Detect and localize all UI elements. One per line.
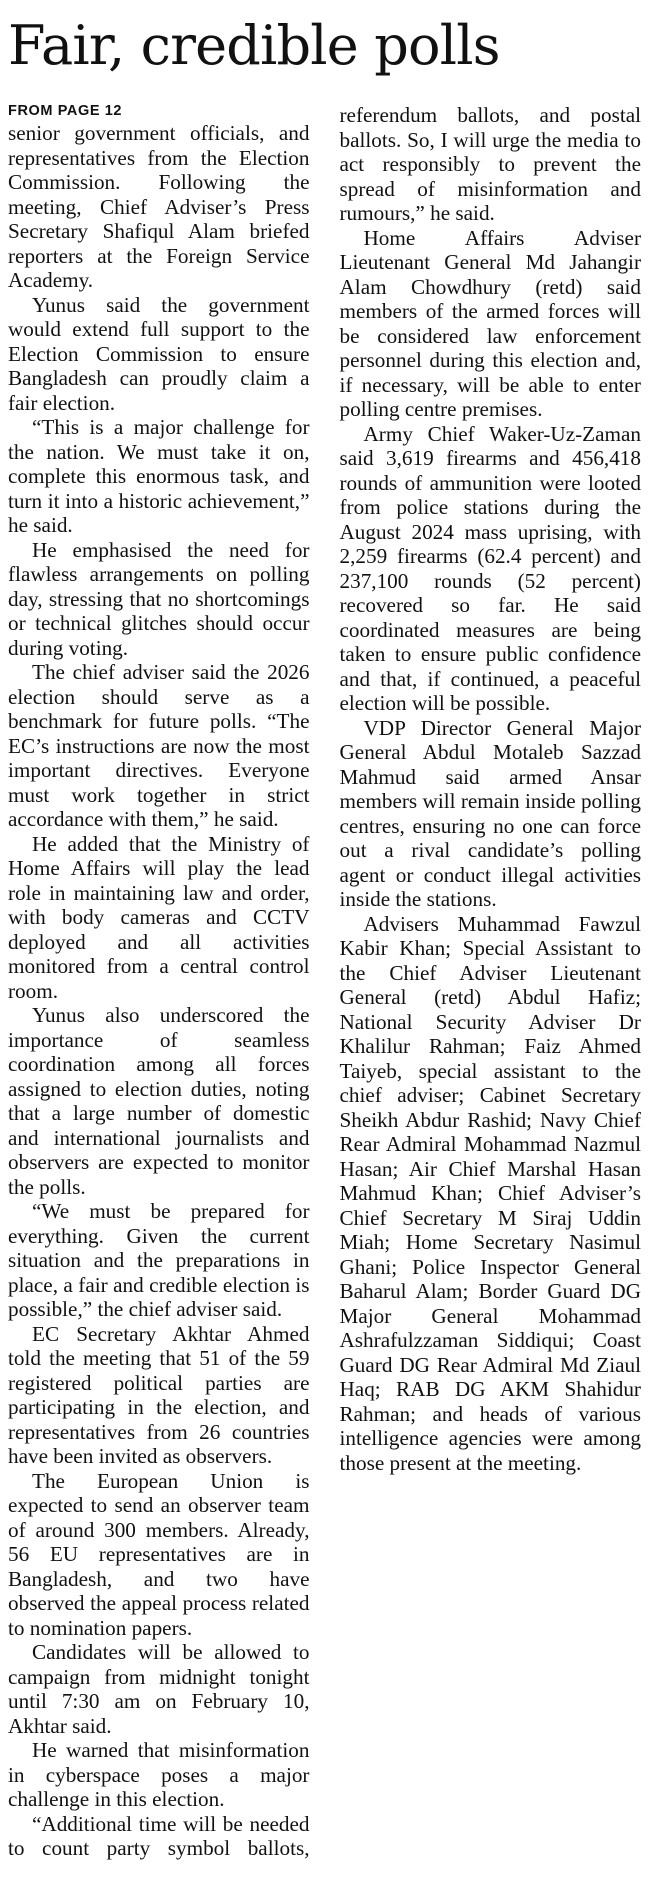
paragraph: Candidates will be allowed to campaign from midnight tonight until 7:30 am on February 10, Akhtar said. (8, 1640, 310, 1738)
paragraph: “We must be prepared for everything. Given the current situation and the preparations in place, a fair and credible election is possible,” the chief adviser said. (8, 1199, 310, 1321)
paragraph: “This is a major challenge for the nation. We must take it on, complete this enormous task, and turn it into a historic achievement,” he said. (8, 415, 310, 537)
continuation-kicker: FROM PAGE 12 (8, 103, 123, 119)
paragraph: He emphasised the need for flawless arrangements on polling day, stressing that no shortcomings or technical glitches should occur during voting. (8, 537, 310, 660)
headline: Fair, credible polls (8, 14, 500, 77)
paragraph: He warned that misinformation in cyberspace poses a major challenge in this election. (8, 1738, 310, 1811)
paragraph: Advisers Muhammad Fawzul Kabir Khan; Special Assistant to the Chief Adviser Lieutenant General (retd) Abdul Hafiz; National Security Adviser Dr Khalilur Rahman; Faiz Ahmed Taiyeb, special assistant to the chief adviser; Cabinet Secretary Sheikh Abdur Rashid; Navy Chief Rear Admiral Mohammad Nazmul Hasan; Air Chief Marshal Hasan Mahmud Khan; Chief Adviser’s Chief Secretary M Siraj Uddin Miah; Home Secretary Nasimul Ghani; Police Inspector General Baharul Alam; Border Guard DG Major General Mohammad Ashrafulzzaman Siddiqui; Coast Guard DG Rear Admiral Md Ziaul Haq; RAB DG AKM Shahidur Rahman; and heads of various intelligence agencies were among those present at the meeting. (339, 911, 641, 1475)
paragraph: Yunus said the government would extend full support to the Election Commission to ensure Bangladesh can proudly claim a fair election. (8, 292, 310, 415)
newspaper-clipping (8, 0, 641, 1882)
paragraph: Army Chief Waker-Uz-Zaman said 3,619 firearms and 456,418 rounds of ammunition were looted from police stations during the August 2024 mass uprising, with 2,259 firearms (62.4 percent) and 237,100 rounds (52 percent) recovered so far. He said coordinated measures are being taken to ensure public confidence and that, if continued, a peaceful election will be possible. (339, 421, 641, 715)
paragraph: Home Affairs Adviser Lieutenant General Md Jahangir Alam Chowdhury (retd) said members of the armed forces will be considered law enforcement personnel during this election and, if necessary, will be able to enter polling centre premises. (339, 225, 641, 421)
paragraph: EC Secretary Akhtar Ahmed told the meeting that 51 of the 59 registered political parties are participating in the election, and representatives from 26 countries have been invited as observers. (8, 1321, 310, 1468)
paragraph: Yunus also underscored the importance of seamless coordination among all forces assigned to election duties, noting that a large number of domestic and international journalists and observers are expected to monitor the polls. (8, 1003, 310, 1199)
paragraph: senior government officials, and representatives from the Election Commission. Following the meeting, Chief Adviser’s Press Secretary Shafiqul Alam briefed reporters at the Foreign Service Academy. (8, 121, 310, 292)
paragraph: “Additional time will be needed to count party symbol ballots, referendum ballots, and postal ballots. So, I will urge the media to act responsibly to prevent the spread of misinformation and rumours,” he said. (8, 103, 641, 1860)
paragraph: The chief adviser said the 2026 election should serve as a benchmark for future polls. “The EC’s instructions are now the most important directives. Everyone must work together in strict accordance with them,” he said. (8, 660, 310, 831)
paragraph: He added that the Ministry of Home Affairs will play the lead role in maintaining law and order, with body cameras and CCTV deployed and all activities monitored from a central control room. (8, 831, 310, 1003)
article-body (8, 103, 641, 1873)
paragraph: The European Union is expected to send an observer team of around 300 members. Already, 56 EU representatives are in Bangladesh, and two have observed the appeal process related to nomination papers. (8, 1468, 310, 1640)
paragraph: VDP Director General Major General Abdul Motaleb Sazzad Mahmud said armed Ansar members will remain inside polling centres, ensuring no one can force out a rival candidate’s polling agent or conduct illegal activities inside the stations. (339, 715, 641, 911)
